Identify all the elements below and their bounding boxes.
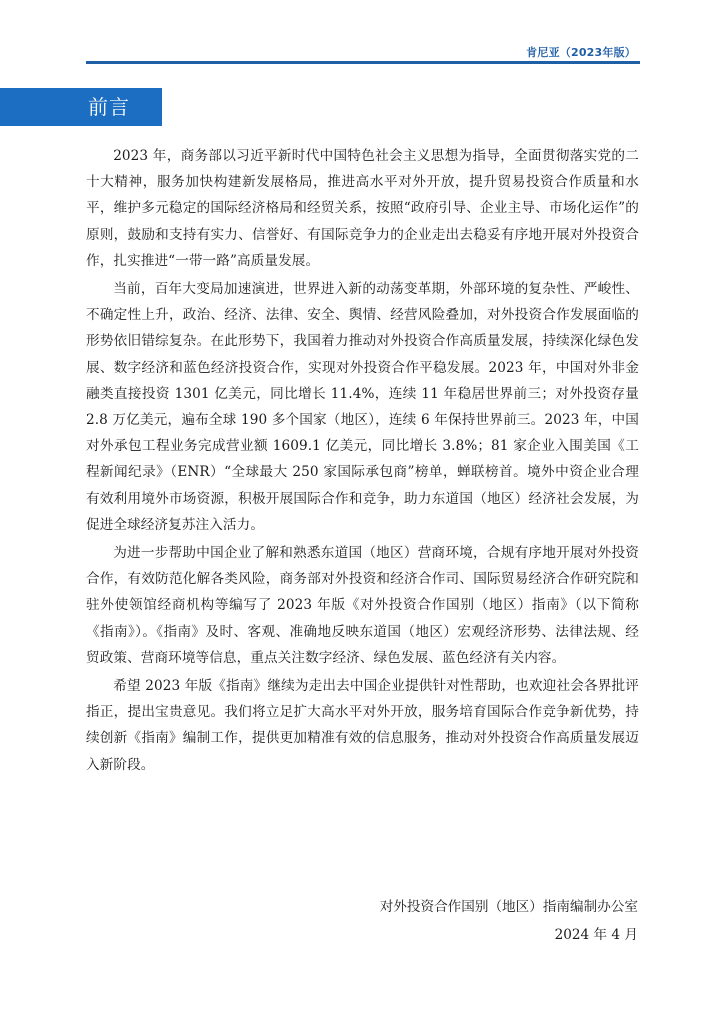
signature-block xyxy=(380,893,638,949)
paragraph-3: 为进一步帮助中国企业了解和熟悉东道国（地区）营商环境，合规有序地开展对外投资合作，有效防范化解各类风险，商务部对外投资和经济合作司、国际贸易经济合作研究院和驻外使领馆经商机构等编写了 2023 年版《对外投资合作国别（地区）指南》（以下简称《指南》）。《指南》及时、客观、准确地反映东道国（地区）宏观经济形势、法律法规、经贸政策、营商环境等信息，重点关注数字经济、绿色发展、蓝色经济有关内容。 xyxy=(86,545,639,666)
signature-office: 对外投资合作国别（地区）指南编制办公室 xyxy=(379,899,638,915)
paragraph-1: 2023 年，商务部以习近平新时代中国特色社会主义思想为指导，全面贯彻落实党的二十大精神，服务加快构建新发展格局，推进高水平对外开放，提升贸易投资合作质量和水平，维护多元稳定的国际经济格局和经贸关系，按照“政府引导、企业主导、市场化运作”的原则，鼓励和支持有实力、信誉好、有国际竞争力的企业走出去稳妥有序地开展对外投资合作，扎实推进“一带一路”高质量发展。 xyxy=(86,148,639,269)
section-title-bar xyxy=(0,88,162,126)
paragraph-4: 希望 2023 年版《指南》继续为走出去中国企业提供针对性帮助，也欢迎社会各界批评指正，提出宝贵意见。我们将立足扩大高水平对外开放，服务培育国际合作竞争新优势，持续创新《指南》编制工作，提供更加精准有效的信息服务，推动对外投资合作高质量发展迈入新阶段。 xyxy=(86,678,639,773)
paragraph-2: 当前，百年大变局加速演进，世界进入新的动荡变革期，外部环境的复杂性、严峻性、不确定性上升，政治、经济、法律、安全、舆情、经营风险叠加，对外投资合作发展面临的形势依旧错综复杂。在此形势下，我国着力推动对外投资合作高质量发展，持续深化绿色发展、数字经济和蓝色经济投资合作，实现对外投资合作平稳发展。2023 年，中国对外非金融类直接投资 1301 亿美元，同比增长 11.4%，连续 11 年稳居世界前三；对外投资存量 2.8 万亿美元，遍布全球 190 多个国家（地区），连续 6 年保持世界前三。2023 年，中国对外承包工程业务完成营业额 1609.1 亿美元，同比增长 3.8%；81 家企业入围美国《工程新闻纪录》（ENR）“全球最大 250 家国际承包商”榜单，蝉联榜首。境外中资企业合理有效利用境外市场资源，积极开展国际合作和竞争，助力东道国（地区）经济社会发展，为促进全球经济复苏注入活力。 xyxy=(86,281,639,533)
section-title: 前言 xyxy=(88,95,130,119)
header-rule xyxy=(86,61,640,64)
running-header: 肯尼亚（2023年版） xyxy=(526,46,636,59)
body-content xyxy=(86,143,639,780)
signature-date: 2024 年 4 月 xyxy=(554,927,638,943)
